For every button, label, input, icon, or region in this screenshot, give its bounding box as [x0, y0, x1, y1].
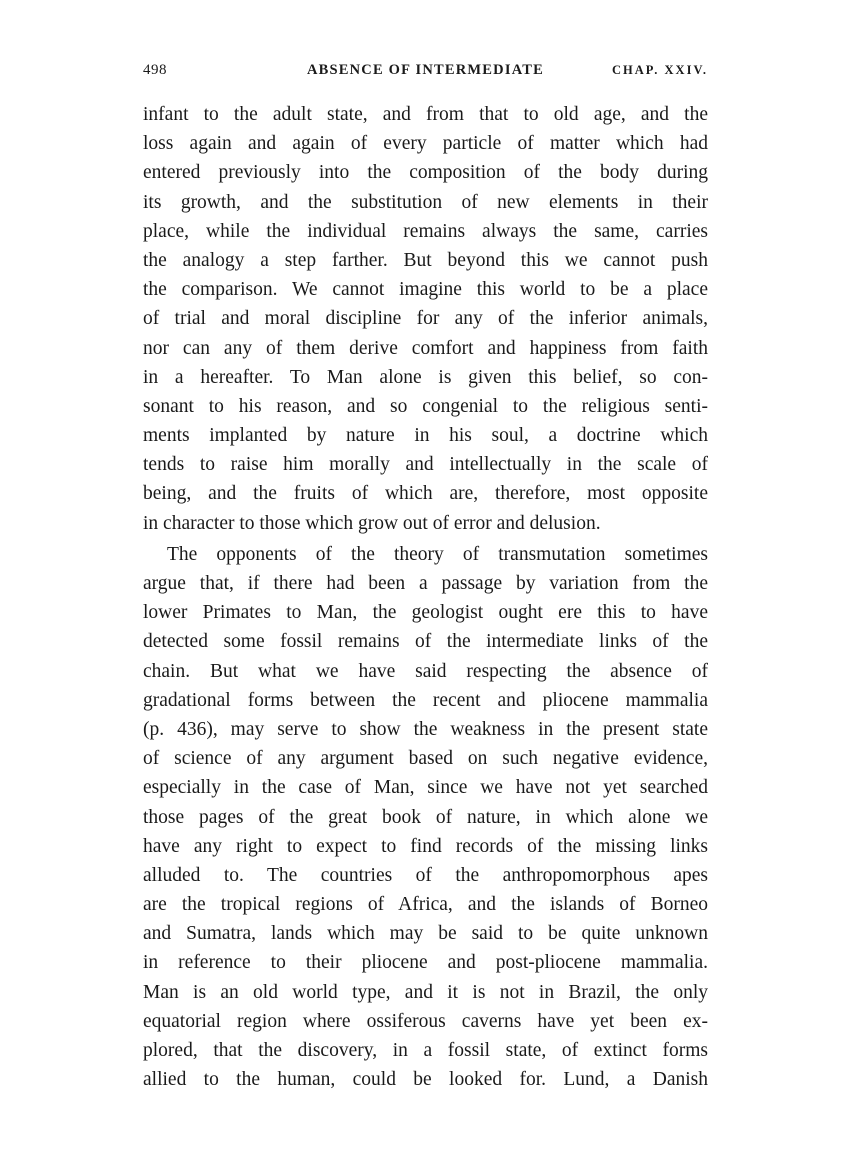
text-line: loss again and again of every particle of matter which had	[143, 133, 708, 155]
text-line: the analogy a step farther. But beyond this we cannot push	[143, 249, 708, 271]
text-line: nor can any of them derive comfort and happiness from faith	[143, 337, 708, 359]
running-head	[143, 58, 708, 84]
text-line: equatorial region where ossiferous caverns have yet been ex-	[143, 1010, 708, 1032]
text-line: in reference to their pliocene and post-pliocene mammalia.	[143, 952, 708, 974]
text-line: The opponents of the theory of transmutation sometimes	[167, 543, 708, 565]
text-line: allied to the human, could be looked for. Lund, a Danish	[143, 1069, 708, 1091]
paragraph-1	[143, 100, 708, 538]
text-line: of science of any argument based on such negative evidence,	[143, 748, 708, 770]
text-line: (p. 436), may serve to show the weakness in the present state	[143, 718, 708, 740]
text-line: detected some fossil remains of the intermediate links of the	[143, 631, 708, 653]
text-line: argue that, if there had been a passage by variation from the	[143, 573, 708, 594]
text-line: Man is an old world type, and it is not in Brazil, the only	[143, 981, 708, 1003]
text-line: infant to the adult state, and from that to old age, and the	[143, 104, 708, 125]
body-text	[143, 100, 708, 1094]
text-line: have any right to expect to find records of the missing links	[143, 835, 708, 857]
text-line: plored, that the discovery, in a fossil state, of extinct forms	[143, 1040, 708, 1061]
text-line: especially in the case of Man, since we have not yet searched	[143, 777, 708, 799]
text-line: in a hereafter. To Man alone is given this belief, so con-	[143, 366, 708, 388]
text-line: are the tropical regions of Africa, and the islands of Borneo	[143, 894, 708, 916]
running-title: ABSENCE OF INTERMEDIATE	[306, 62, 545, 78]
text-line: lower Primates to Man, the geologist ought ere this to have	[143, 602, 708, 624]
text-line: those pages of the great book of nature, in which alone we	[143, 806, 708, 828]
text-line: being, and the fruits of which are, therefore, most opposite	[143, 483, 708, 505]
text-line: chain. But what we have said respecting the absence of	[143, 660, 708, 682]
text-line: entered previously into the composition of the body during	[143, 162, 708, 184]
text-line: alluded to. The countries of the anthropomorphous apes	[143, 864, 708, 886]
text-line: the comparison. We cannot imagine this world to be a place	[143, 279, 708, 301]
text-line: ments implanted by nature in his soul, a doctrine which	[143, 425, 708, 447]
text-line: and Sumatra, lands which may be said to be quite unknown	[143, 923, 708, 945]
page-number: 498	[143, 62, 167, 78]
text-line: of trial and moral discipline for any of the inferior animals,	[143, 308, 708, 330]
text-line: tends to raise him morally and intellectually in the scale of	[143, 454, 708, 476]
text-line: sonant to his reason, and so congenial to the religious senti-	[143, 395, 708, 417]
paragraph-2	[143, 540, 708, 1095]
text-line: in character to those which grow out of error and delusion.	[143, 512, 601, 534]
chapter-reference: CHAP. XXIV.	[612, 63, 708, 77]
text-line: place, while the individual remains always the same, carries	[143, 220, 708, 242]
text-line: gradational forms between the recent and pliocene mammalia	[143, 689, 708, 711]
text-line: its growth, and the substitution of new elements in their	[143, 191, 708, 213]
